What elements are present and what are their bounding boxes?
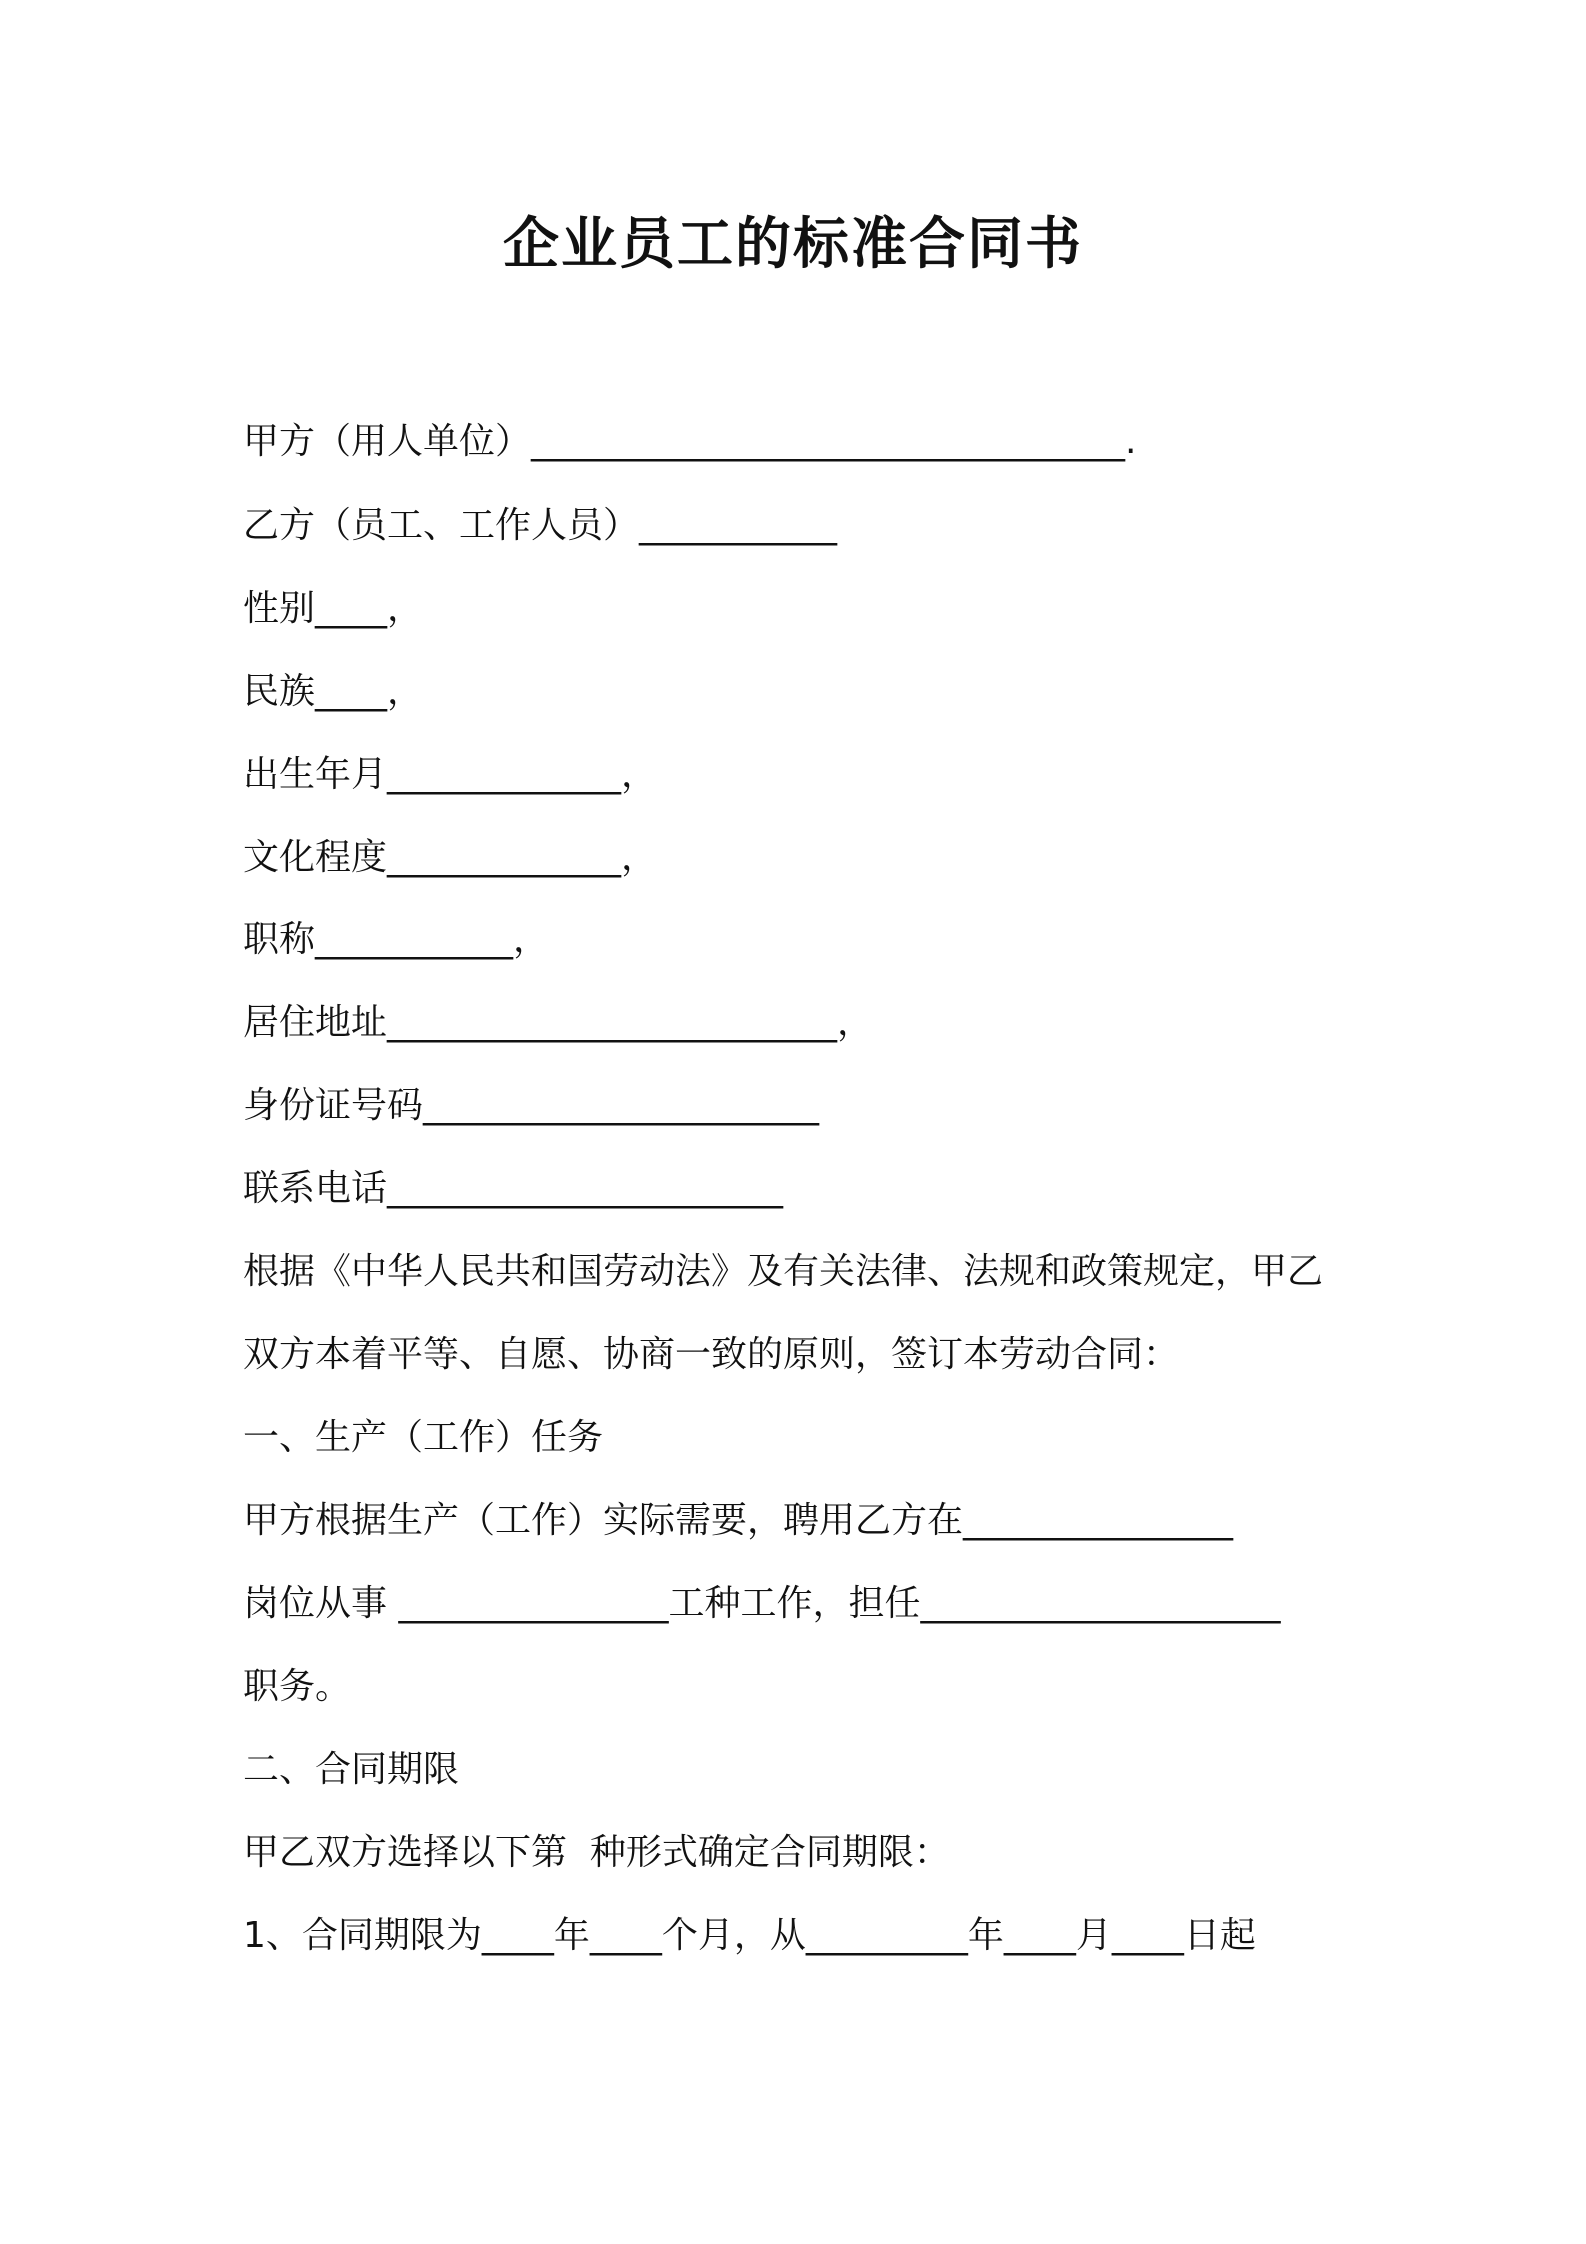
ethnicity-line: 民族____， — [243, 671, 424, 712]
document-title: 企业员工的标准合同书 — [503, 212, 1083, 277]
term-option-1: 1、合同期限为____年____个月，从_________年____月____日起 — [243, 1915, 1256, 1956]
party-a-line: 甲方（用人单位）_________________________________. — [243, 421, 1137, 462]
party-b-line: 乙方（员工、工作人员）___________ — [243, 505, 838, 546]
birth-date-line: 出生年月_____________， — [243, 754, 658, 795]
education-line: 文化程度_____________， — [243, 837, 658, 878]
legal-basis-paragraph-line-1: 根据《中华人民共和国劳动法》及有关法律、法规和政策规定，甲乙 — [243, 1251, 1324, 1292]
section-1-text-line-1: 甲方根据生产（工作）实际需要，聘用乙方在_______________ — [243, 1500, 1234, 1541]
section-2-intro: 甲乙双方选择以下第 种形式确定合同期限： — [243, 1832, 950, 1873]
section-1-heading: 一、生产（工作）任务 — [243, 1417, 604, 1458]
section-1-text-line-3: 职务。 — [243, 1666, 352, 1707]
address-line: 居住地址_________________________， — [243, 1002, 874, 1043]
job-title-line: 职称___________， — [243, 919, 550, 960]
section-2-heading: 二、合同期限 — [243, 1749, 460, 1790]
id-number-line: 身份证号码______________________ — [243, 1085, 820, 1126]
gender-line: 性别____， — [243, 588, 424, 629]
legal-basis-paragraph-line-2: 双方本着平等、自愿、协商一致的原则，签订本劳动合同： — [243, 1334, 1180, 1375]
section-1-text-line-2: 岗位从事 _______________工种工作，担任____________________ — [243, 1583, 1281, 1624]
phone-line: 联系电话______________________ — [243, 1168, 784, 1209]
